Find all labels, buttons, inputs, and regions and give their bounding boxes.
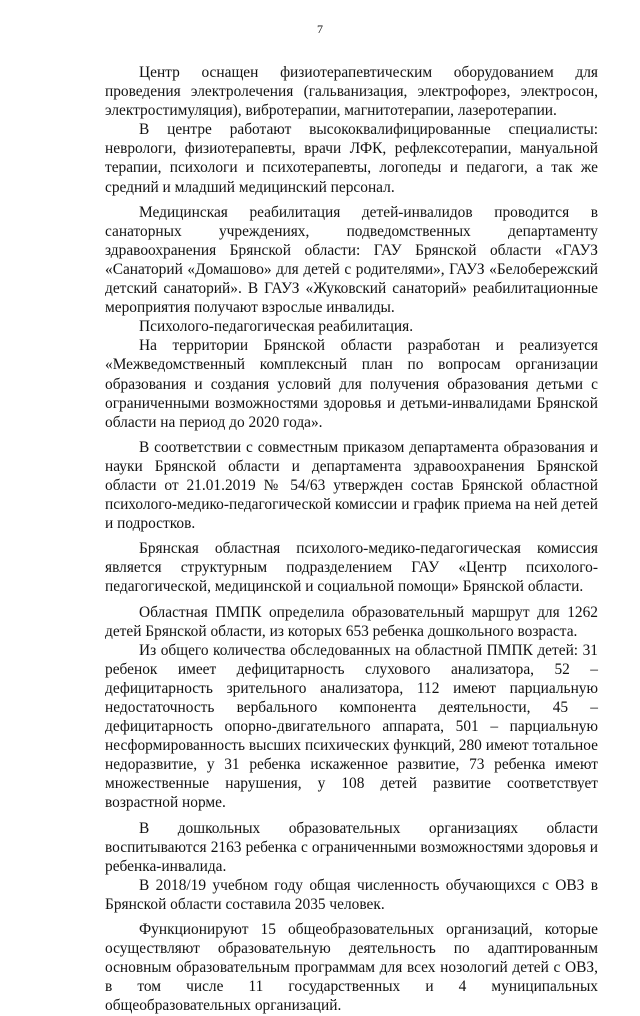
paragraph-commission: Брянская областная психолого-медико-педагогическая комиссия является структурным подразделением ГАУ «Центр психолого-педагогической, медицинской и социальной помощи» Брянской области. [105,540,598,596]
paragraph-enrollment: В 2018/19 учебном году общая численность обучающихся с ОВЗ в Брянской области составила 2035 человек. [105,876,598,913]
paragraph-interagency-plan: На территории Брянской области разработан и реализуется «Межведомственный комплексный план по вопросам организации образования и создания условий для получения образования детьми с ограниченными возможностями здоровья и детьми-инвалидами Брянской области на период до 2020 года». [105,337,598,431]
paragraph-section-heading: Психолого-педагогическая реабилитация. [139,318,414,336]
body-text [105,63,598,1016]
paragraph-medical-rehabilitation: Медицинская реабилитация детей-инвалидов проводится в санаторных учреждениях, подведомственных департаменту здравоохранения Брянской области: ГАУ Брянской области «ГАУЗ «Санаторий «Домашово» для детей с родителями», ГАУЗ «Белобережский детский санаторий». В ГАУЗ «Жуковский санаторий» реабилитационные мероприятия получают взрослые инвалиды. [105,203,598,317]
page-number: 7 [317,22,323,36]
paragraph-specialists: В центре работают высококвалифицированные специалисты: неврологи, физиотерапевты, врачи ЛФК, рефлексотерапии, мануальной терапии, психологи и психотерапевты, логопеды и педагоги, а так же средний и младший медицинский персонал. [105,121,598,196]
paragraph-preschool: В дошкольных образовательных организациях области воспитываются 2163 ребенка с ограниченными возможностями здоровья и ребенка-инвалида. [105,819,598,875]
paragraph-joint-order: В соответствии с совместным приказом департамента образования и науки Брянской области и департамента здравоохранения Брянской области от 21.01.2019 № 54/63 утвержден состав Брянской областной психолого-медико-педагогической комиссии и график приема на ней детей и подростков. [105,438,598,533]
paragraph-equipment: Центр оснащен физиотерапевтическим оборудованием для проведения электролечения (гальванизация, электрофорез, электросон, электростимуляция), вибротерапии, магнитотерапии, лазеротерапии. [105,64,598,120]
paragraph-schools: Функционируют 15 общеобразовательных организаций, которые осуществляют образовательную деятельность по адаптированным основным образовательным программам для всех нозологий детей с ОВЗ, в том числе 11 государственных и 4 муниципальных общеобразовательных организаций. [105,921,598,1015]
paragraph-pmpk-route: Областная ПМПК определила образовательный маршрут для 1262 детей Брянской области, из которых 653 ребенка дошкольного возраста. [105,603,598,640]
paragraph-examination-results: Из общего количества обследованных на областной ПМПК детей: 31 ребенок имеет дефицитарность слухового анализатора, 52 – дефицитарность зрительного анализатора, 112 имеют парциальную недостаточность вербального компонента деятельности, 45 – дефицитарность опорно-двигательного аппарата, 501 – парциальную несформированность высших психических функций, 280 имеют тотальное недоразвитие, у 31 ребенка искаженное развитие, 73 ребенка имеют множественные нарушения, у 108 детей развитие соответствует возрастной норме. [105,641,598,812]
